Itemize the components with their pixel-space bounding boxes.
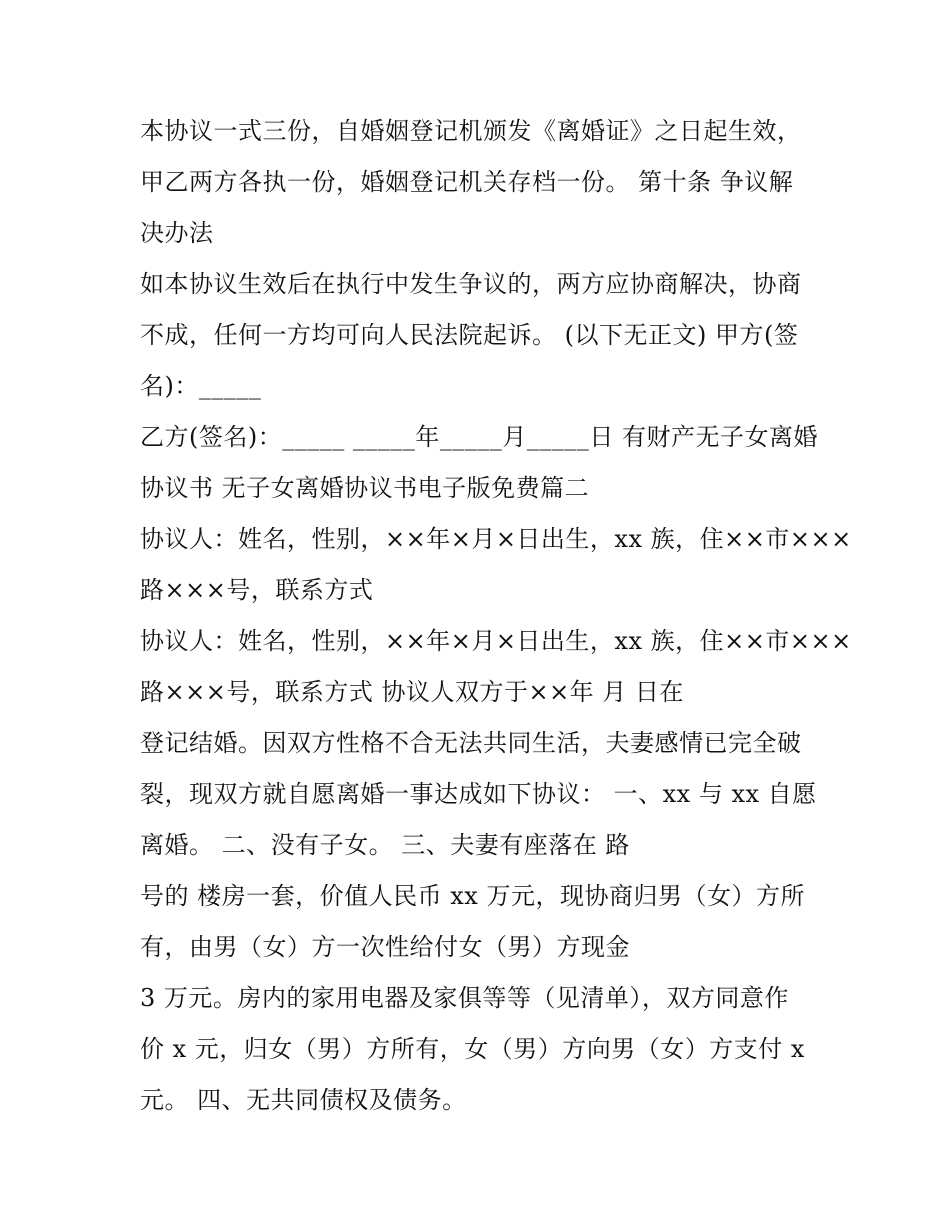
text-line: 离婚。 二、没有子女。 三、夫妻有座落在 路	[140, 831, 630, 859]
text-line: 号的 楼房一套，价值人民币 xx 万元，现协商归男（女）方所	[140, 882, 805, 910]
text-line: 元。 四、无共同债权及债务。	[140, 1086, 467, 1114]
text-line: 裂，现双方就自愿离婚一事达成如下协议： 一、xx 与 xx 自愿	[140, 780, 817, 808]
agreement-text	[140, 106, 852, 1126]
text-line: 价 x 元，归女（男）方所有，女（男）方向男（女）方支付 x	[140, 1035, 805, 1063]
text-line: 有，由男（女）方一次性给付女（男）方现金	[140, 933, 630, 961]
text-line: 登记结婚。因双方性格不合无法共同生活，夫妻感情已完全破	[140, 729, 802, 757]
text-line: 不成，任何一方均可向人民法院起诉。 (以下无正文) 甲方(签	[140, 321, 799, 349]
text-line: 3 万元。房内的家用电器及家俱等等（见清单），双方同意作	[140, 984, 789, 1012]
text-line: 名)：_____	[140, 372, 262, 400]
text-line: 路×××号，联系方式 协议人双方于××年 月 日在	[140, 678, 684, 706]
text-line: 协议人：姓名，性别，××年×月×日出生，xx 族，住××市×××	[140, 627, 852, 655]
text-line: 决办法	[140, 219, 214, 247]
text-line: 路×××号，联系方式	[140, 576, 374, 604]
text-line: 协议书 无子女离婚协议书电子版免费篇二	[140, 474, 590, 502]
text-line: 本协议一式三份，自婚姻登记机颁发《离婚证》之日起生效，	[140, 117, 802, 145]
text-line: 如本协议生效后在执行中发生争议的，两方应协商解决，协商	[140, 270, 802, 298]
text-line: 乙方(签名)：_____ _____年_____月_____日 有财产无子女离婚	[140, 423, 818, 451]
text-line: 协议人：姓名，性别，××年×月×日出生，xx 族，住××市×××	[140, 525, 852, 553]
text-line: 甲乙两方各执一份，婚姻登记机关存档一份。 第十条 争议解	[140, 168, 794, 196]
